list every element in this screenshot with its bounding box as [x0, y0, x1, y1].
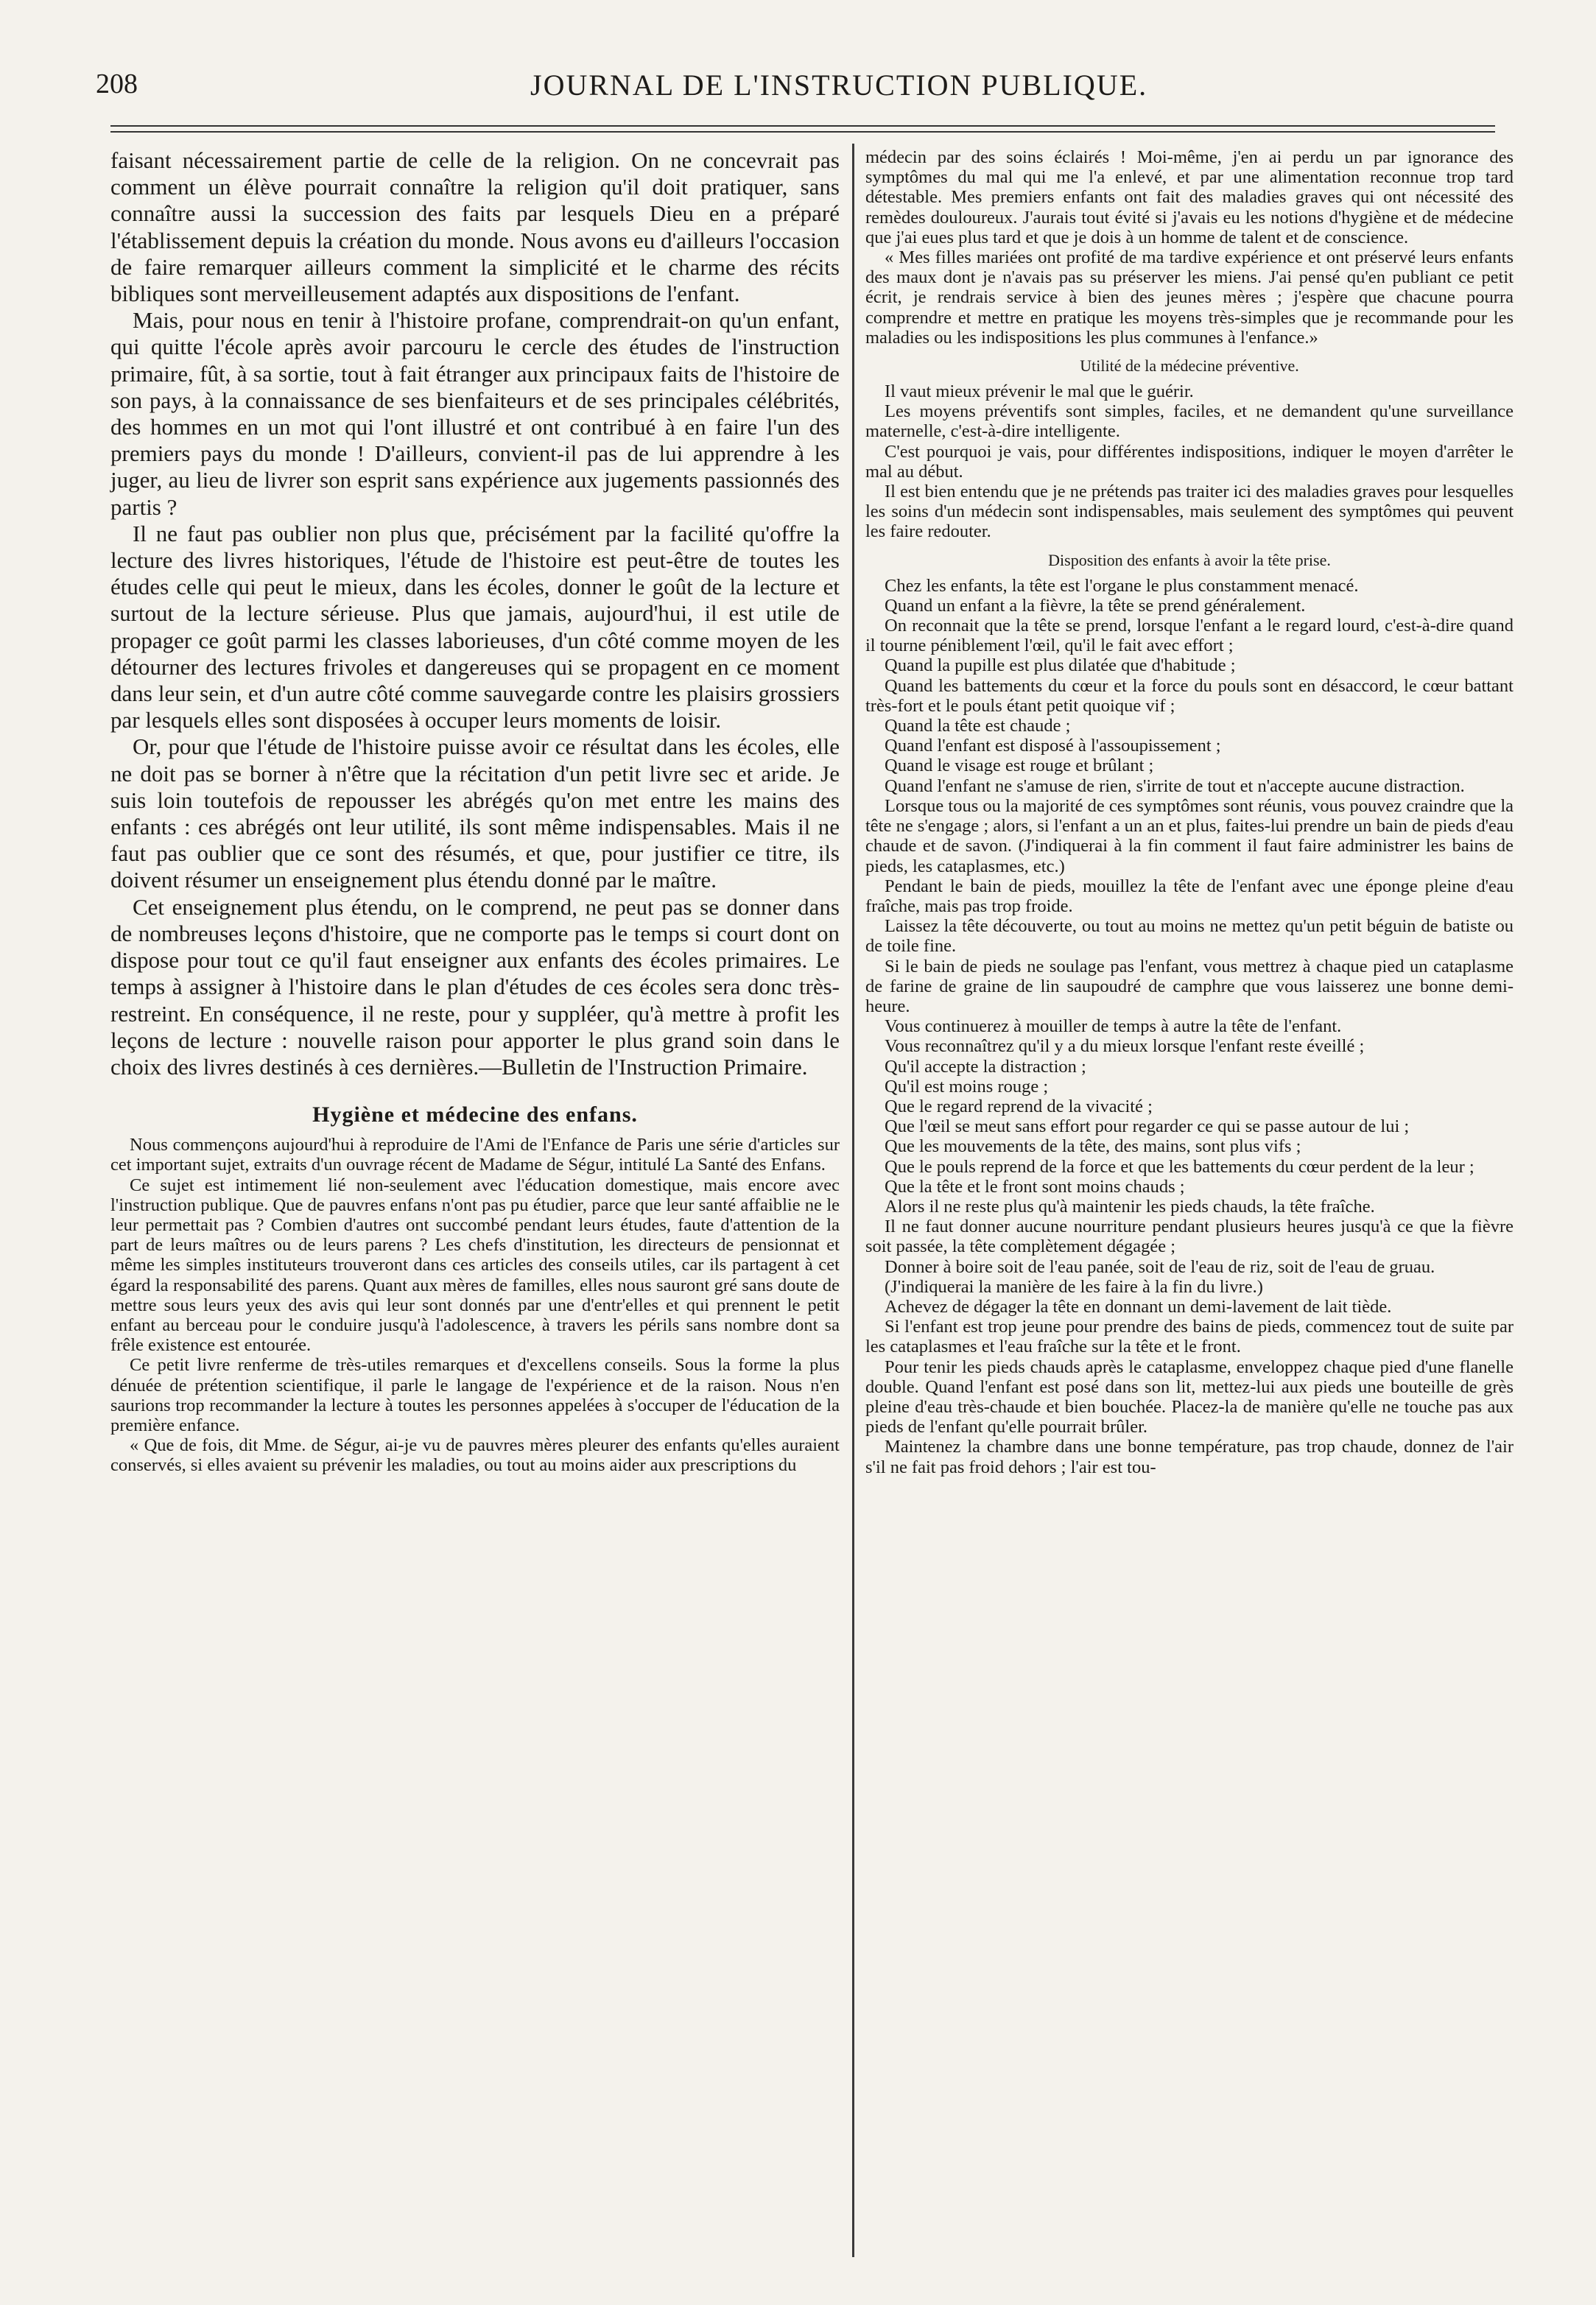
paragraph: Quand la tête est chaude ; [885, 716, 1071, 736]
paragraph: Il ne faut donner aucune nourriture pendant plusieurs heures jusqu'à ce que la fièvre soit passée, la tête complètement dégagée ; [865, 1217, 1514, 1257]
paragraph: Alors il ne reste plus qu'à maintenir les pieds chauds, la tête fraîche. [885, 1196, 1375, 1217]
paragraph: Qu'il accepte la distraction ; [885, 1056, 1086, 1077]
paragraph: Pendant le bain de pieds, mouillez la tête de l'enfant avec une éponge pleine d'eau fraîche, mais pas trop froide. [865, 876, 1514, 916]
paragraph: Pour tenir les pieds chauds après le cataplasme, enveloppez chaque pied d'une flanelle double. Quand l'enfant est posé dans son lit, mettez-lui aux pieds une bouteille de grès pleine d'eau très-chaude et bien bouchée. Placez-la de manière qu'elle ne touche pas aux pieds de l'enfant qu'elle pourrait brûler. [865, 1356, 1514, 1437]
paragraph: Quand le visage est rouge et brûlant ; [885, 756, 1154, 776]
section-title: Hygiène et médecine des enfans. [312, 1102, 638, 1127]
paragraph: Si le bain de pieds ne soulage pas l'enfant, vous mettrez à chaque pied un cataplasme de farine de graine de lin saupoudré de camphre que vous laisserez une bonne demi-heure. [865, 956, 1514, 1016]
paragraph: Qu'il est moins rouge ; [885, 1076, 1049, 1097]
paragraph: Ce petit livre renferme de très-utiles remarques et d'excellens conseils. Sous la forme la plus dénuée de prétention scientifique, il parle le langage de l'expérience et de la raison. Nous n'en saurions trop recommander la lecture à toutes les personnes appelées à s'occuper de l'éducation de la première enfance. [110, 1355, 840, 1435]
paragraph: Laissez la tête découverte, ou tout au moins ne mettez qu'un petit béguin de batiste ou de toile fine. [865, 916, 1514, 957]
paragraph: Or, pour que l'étude de l'histoire puisse avoir ce résultat dans les écoles, elle ne doit pas se borner à n'être que la récitation d'un petit livre sec et aride. Je suis loin toutefois de repousser les abrégés qu'on met entre les mains des enfants : ces abrégés ont leur utilité, ils sont même indispensables. Mais il ne faut pas oublier que ce sont des résumés, et que, pour justifier ce titre, ils doivent résumer un enseignement plus étendu donné par le maître. [110, 733, 840, 893]
paragraph: Il est bien entendu que je ne prétends pas traiter ici des maladies graves pour lesquelles les soins d'un médecin sont indispensables, mais seulement des symptômes qui peuvent les faire redouter. [865, 482, 1514, 542]
paragraph: « Mes filles mariées ont profité de ma tardive expérience et ont préservé leurs enfants des maux dont je n'avais pas su préserver les miens. J'ai pensé qu'en publiant ce petit écrit, je rendrais service à bien des jeunes mères ; j'espère que chacune pourra comprendre et mettre en pratique les moyens très-simples que je recommande pour les maladies ou les indispositions les plus communes à l'enfance.» [865, 247, 1514, 348]
subsection-title: Disposition des enfants à avoir la tête prise. [1048, 550, 1331, 569]
page-header [96, 68, 1510, 119]
paragraph: Les moyens préventifs sont simples, faciles, et ne demandent qu'une surveillance maternelle, c'est-à-dire intelligente. [865, 401, 1514, 442]
paragraph: C'est pourquoi je vais, pour différentes indispositions, indiquer le moyen d'arrêter le mal au début. [865, 441, 1514, 482]
left-column [110, 147, 840, 1476]
paragraph: Que le pouls reprend de la force et que les battements du cœur perdent de la leur ; [885, 1156, 1474, 1177]
paragraph: Quand les battements du cœur et la force du pouls sont en désaccord, le cœur battant très-fort et le pouls étant petit quoique vif ; [865, 675, 1514, 716]
paragraph: Ce sujet est intimement lié non-seulement avec l'éducation domestique, mais encore avec l'instruction publique. Que de pauvres enfans n'ont pas pu étudier, parce que leur santé affaiblie ne le leur permettait pas ? Combien d'autres ont succombé pendant leurs études, faute d'attention de la part de leurs maîtres ou de leurs parens ? Les chefs d'institution, les directeurs de pensionnat et même les simples instituteurs trouveront dans ces articles des conseils utiles, car ils partagent à cet égard la responsabilité des parens. Quant aux mères de familles, elles nous sauront gré sans doute de mettre sous leurs yeux des avis qui leur sont donnés par une d'entr'elles et qui prennent le petit enfant au berceau pour le conduire jusqu'à l'adolescence, à travers les périls sans nombre dont sa frêle existence est entourée. [110, 1175, 840, 1356]
subsection-title: Utilité de la médecine préventive. [1080, 356, 1299, 376]
paragraph: Que la tête et le front sont moins chauds ; [885, 1176, 1185, 1197]
paragraph: Vous reconnaîtrez qu'il y a du mieux lorsque l'enfant reste éveillé ; [885, 1036, 1365, 1057]
paragraph: Si l'enfant est trop jeune pour prendre des bains de pieds, commencez tout de suite par les cataplasmes et l'eau fraîche sur la tête et le front. [865, 1317, 1514, 1357]
paragraph: Quand l'enfant ne s'amuse de rien, s'irrite de tout et n'accepte aucune distraction. [885, 775, 1465, 796]
paragraph: Quand l'enfant est disposé à l'assoupissement ; [885, 736, 1221, 756]
paragraph: Que le regard reprend de la vivacité ; [885, 1096, 1153, 1116]
paragraph: médecin par des soins éclairés ! Moi-même, j'en ai perdu un par ignorance des symptômes du mal qui me l'a enlevé, et par une alimentation reconnue trop tard détestable. Mes premiers enfants ont fait des maladies graves qui ont nécessité des remèdes douloureux. J'aurais tout évité si j'avais eu les notions d'hygiène et de médecine que j'ai eues plus tard et que je dois à un homme de talent et de conscience. [865, 147, 1514, 247]
paragraph: Il ne faut pas oublier non plus que, précisément par la facilité qu'offre la lecture des livres historiques, l'étude de l'histoire est peut-être de toutes les études celle qui peut le mieux, dans les écoles, donner le goût de la lecture et surtout de la lecture sérieuse. Plus que jamais, aujourd'hui, il est utile de propager ce goût parmi les classes laborieuses, d'un côté comme moyen de les détourner des lectures frivoles et dangereuses qui se propagent en ce moment dans leur sein, et d'un autre côté comme sauvegarde contre les plaisirs grossiers par lesquels elles sont disposées à occuper leurs moments de loisir. [110, 520, 840, 733]
paragraph: Mais, pour nous en tenir à l'histoire profane, comprendrait-on qu'un enfant, qui quitte l'école après avoir parcouru le cercle des études de l'instruction primaire, fût, à sa sortie, tout à fait étranger aux principaux faits de l'histoire de son pays, à la connaissance de ses bienfaiteurs et de ses principales célébrités, des hommes en un mot qui l'ont illustré et ont contribué à en faire l'un des premiers pays du monde ! D'ailleurs, convient-il pas de lui apprendre à les juger, au lieu de livrer son esprit sans expérience aux jugements passionnés des partis ? [110, 307, 840, 520]
paragraph: Vous continuerez à mouiller de temps à autre la tête de l'enfant. [885, 1016, 1342, 1037]
paragraph: Quand la pupille est plus dilatée que d'habitude ; [885, 655, 1236, 676]
paragraph: Que les mouvements de la tête, des mains, sont plus vifs ; [885, 1136, 1301, 1157]
paragraph: (J'indiquerai la manière de les faire à la fin du livre.) [885, 1276, 1263, 1297]
paragraph: Quand un enfant a la fièvre, la tête se prend généralement. [885, 595, 1306, 616]
paragraph: Cet enseignement plus étendu, on le comprend, ne peut pas se donner dans de nombreuses leçons d'histoire, que ne comporte pas le temps si court dont on dispose pour tout ce qu'il faut enseigner aux enfants des écoles primaires. Le temps à assigner à l'histoire dans le plan d'études de ces écoles sera donc très-restreint. En conséquence, il ne reste, pour y suppléer, qu'à mettre à profit les leçons de lecture : nouvelle raison pour apporter le plus grand soin dans le choix des livres destinés à ces dernières.—Bulletin de l'Instruction Primaire. [110, 893, 840, 1080]
paragraph: Maintenez la chambre dans une bonne température, pas trop chaude, donnez de l'air s'il ne fait pas froid dehors ; l'air est tou- [865, 1437, 1514, 1477]
page-number: 208 [96, 68, 138, 99]
paragraph: Donner à boire soit de l'eau panée, soit de l'eau de riz, soit de l'eau de gruau. [885, 1256, 1435, 1277]
paragraph: Lorsque tous ou la majorité de ces symptômes sont réunis, vous pouvez craindre que la tête ne s'engage ; alors, si l'enfant a un an et plus, faites-lui prendre un bain de pieds d'eau chaude et de savon. (J'indiquerai à la fin comment il faut faire administrer les bains de pieds, les cataplasmes, etc.) [865, 795, 1514, 876]
right-column [865, 147, 1514, 1477]
column-divider [852, 144, 854, 2257]
paragraph: Achevez de dégager la tête en donnant un demi-lavement de lait tiède. [885, 1296, 1392, 1317]
journal-title: JOURNAL DE L'INSTRUCTION PUBLIQUE. [530, 68, 1148, 102]
paragraph: « Que de fois, dit Mme. de Ségur, ai-je vu de pauvres mères pleurer des enfants qu'elles auraient conservés, si elles avaient su prévenir les maladies, ou tout au moins aider aux prescriptions du [110, 1435, 840, 1476]
paragraph: faisant nécessairement partie de celle de la religion. On ne concevrait pas comment un élève pourrait connaître la religion qu'il doit pratiquer, sans connaître aussi la succession des faits par lesquels Dieu en a préparé l'établissement depuis la création du monde. Nous avons eu d'ailleurs l'occasion de faire remarquer ailleurs comment la simplicité et le charme des récits bibliques sont merveilleusement adaptés aux dispositions de l'enfant. [110, 147, 840, 307]
paragraph: On reconnait que la tête se prend, lorsque l'enfant a le regard lourd, c'est-à-dire quand il tourne péniblement l'œil, qu'il le fait avec effort ; [865, 616, 1514, 656]
paragraph: Chez les enfants, la tête est l'organe le plus constamment menacé. [885, 575, 1359, 596]
paragraph: Que l'œil se meut sans effort pour regarder ce qui se passe autour de lui ; [885, 1116, 1410, 1137]
header-rule [110, 125, 1495, 133]
paragraph: Il vaut mieux prévenir le mal que le guérir. [885, 381, 1194, 402]
paragraph: Nous commençons aujourd'hui à reproduire de l'Ami de l'Enfance de Paris une série d'articles sur cet important sujet, extraits d'un ouvrage récent de Madame de Ségur, intitulé La Santé des Enfans. [110, 1135, 840, 1175]
